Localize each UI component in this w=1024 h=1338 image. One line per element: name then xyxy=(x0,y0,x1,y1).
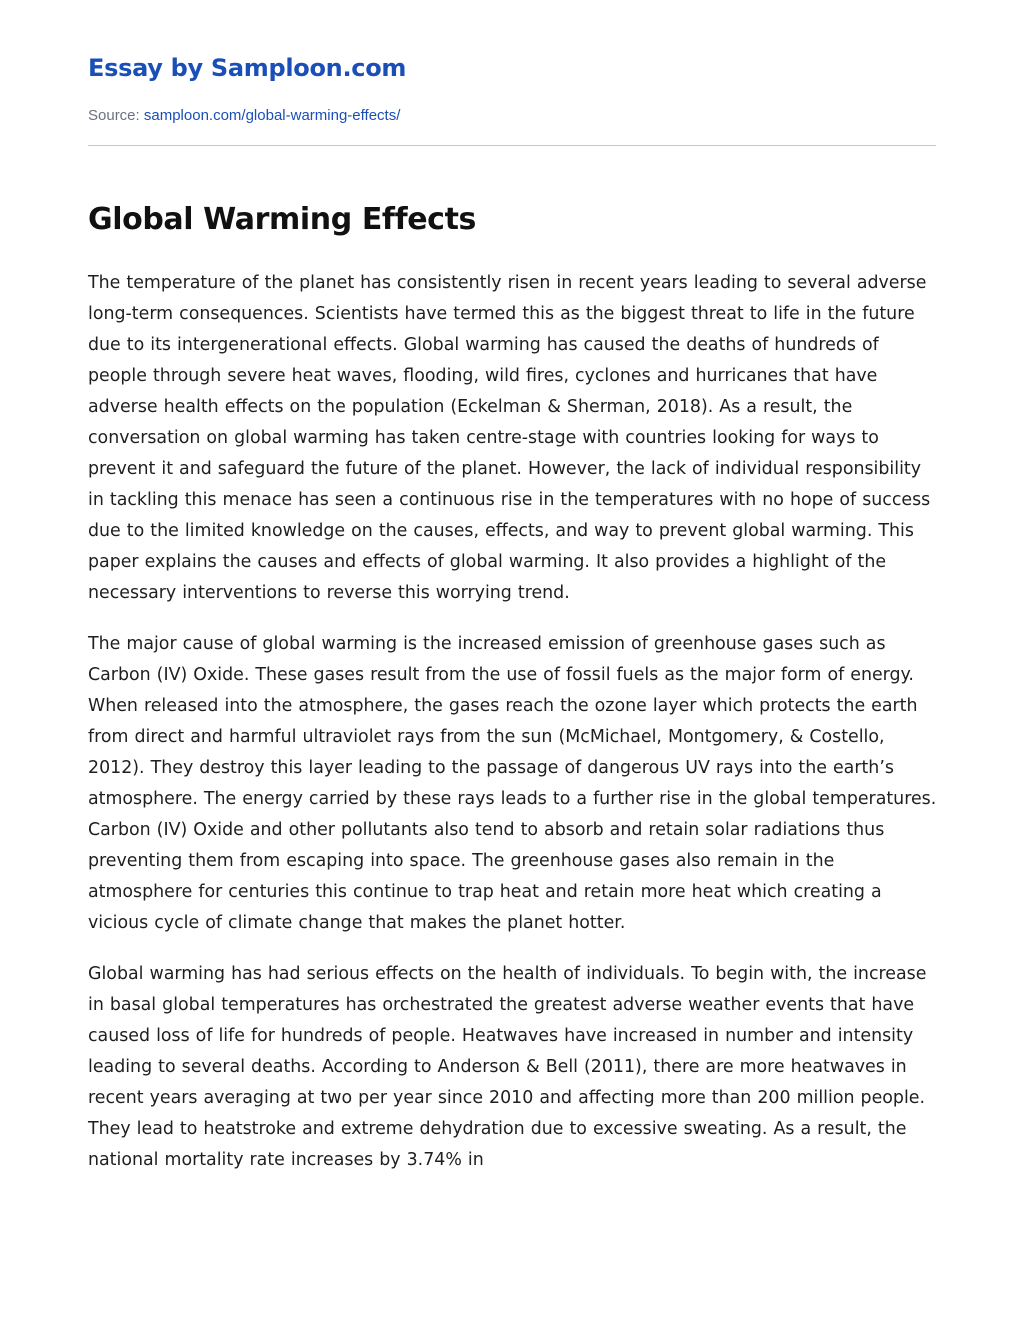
source-label: Source: xyxy=(88,107,140,124)
source-line xyxy=(88,107,400,124)
essay-paragraph: The temperature of the planet has consistently risen in recent years leading to several adverse long-term consequences. Scientists have termed this as the biggest threat to life in the future due to its intergenerational effects. Global warming has caused the deaths of hundreds of people through severe heat waves, flooding, wild fires, cyclones and hurricanes that have adverse health effects on the population (Eckelman & Sherman, 2018). As a result, the conversation on global warming has taken centre-stage with countries looking for ways to prevent it and safeguard the future of the planet. However, the lack of individual responsibility in tackling this menace has seen a continuous rise in the temperatures with no hope of success due to the limited knowledge on the causes, effects, and way to prevent global warming. This paper explains the causes and effects of global warming. It also provides a highlight of the necessary interventions to reverse this worrying trend. xyxy=(88,273,931,603)
essay-paragraph: Global warming has had serious effects on the health of individuals. To begin with, the increase in basal global temperatures has orchestrated the greatest adverse weather events that have caused loss of life for hundreds of people. Heatwaves have increased in number and intensity leading to several deaths. According to Anderson & Bell (2011), there are more heatwaves in recent years averaging at two per year since 2010 and affecting more than 200 million people. They lead to heatstroke and extreme dehydration due to excessive sweating. As a result, the national mortality rate increases by 3.74% in xyxy=(88,964,927,1170)
source-link[interactable]: samploon.com/global-warming-effects/ xyxy=(143,107,401,124)
essay-paragraph: The major cause of global warming is the increased emission of greenhouse gases such as Carbon (IV) Oxide. These gases result from the use of fossil fuels as the major form of energy. When released into the atmosphere, the gases reach the ozone layer which protects the earth from direct and harmful ultraviolet rays from the sun (McMichael, Montgomery, & Costello, 2012). They destroy this layer leading to the passage of dangerous UV rays into the earth’s atmosphere. The energy carried by these rays leads to a further rise in the global temperatures. Carbon (IV) Oxide and other pollutants also tend to absorb and retain solar radiations thus preventing them from escaping into space. The greenhouse gases also remain in the atmosphere for centuries this continue to trap heat and retain more heat which creating a vicious cycle of climate change that makes the planet hotter. xyxy=(88,634,937,933)
essay-title: Global Warming Effects xyxy=(88,202,476,237)
essay-body xyxy=(88,268,938,1196)
site-brand[interactable]: Essay by Samploon.com xyxy=(88,54,407,82)
header-divider xyxy=(88,145,936,146)
